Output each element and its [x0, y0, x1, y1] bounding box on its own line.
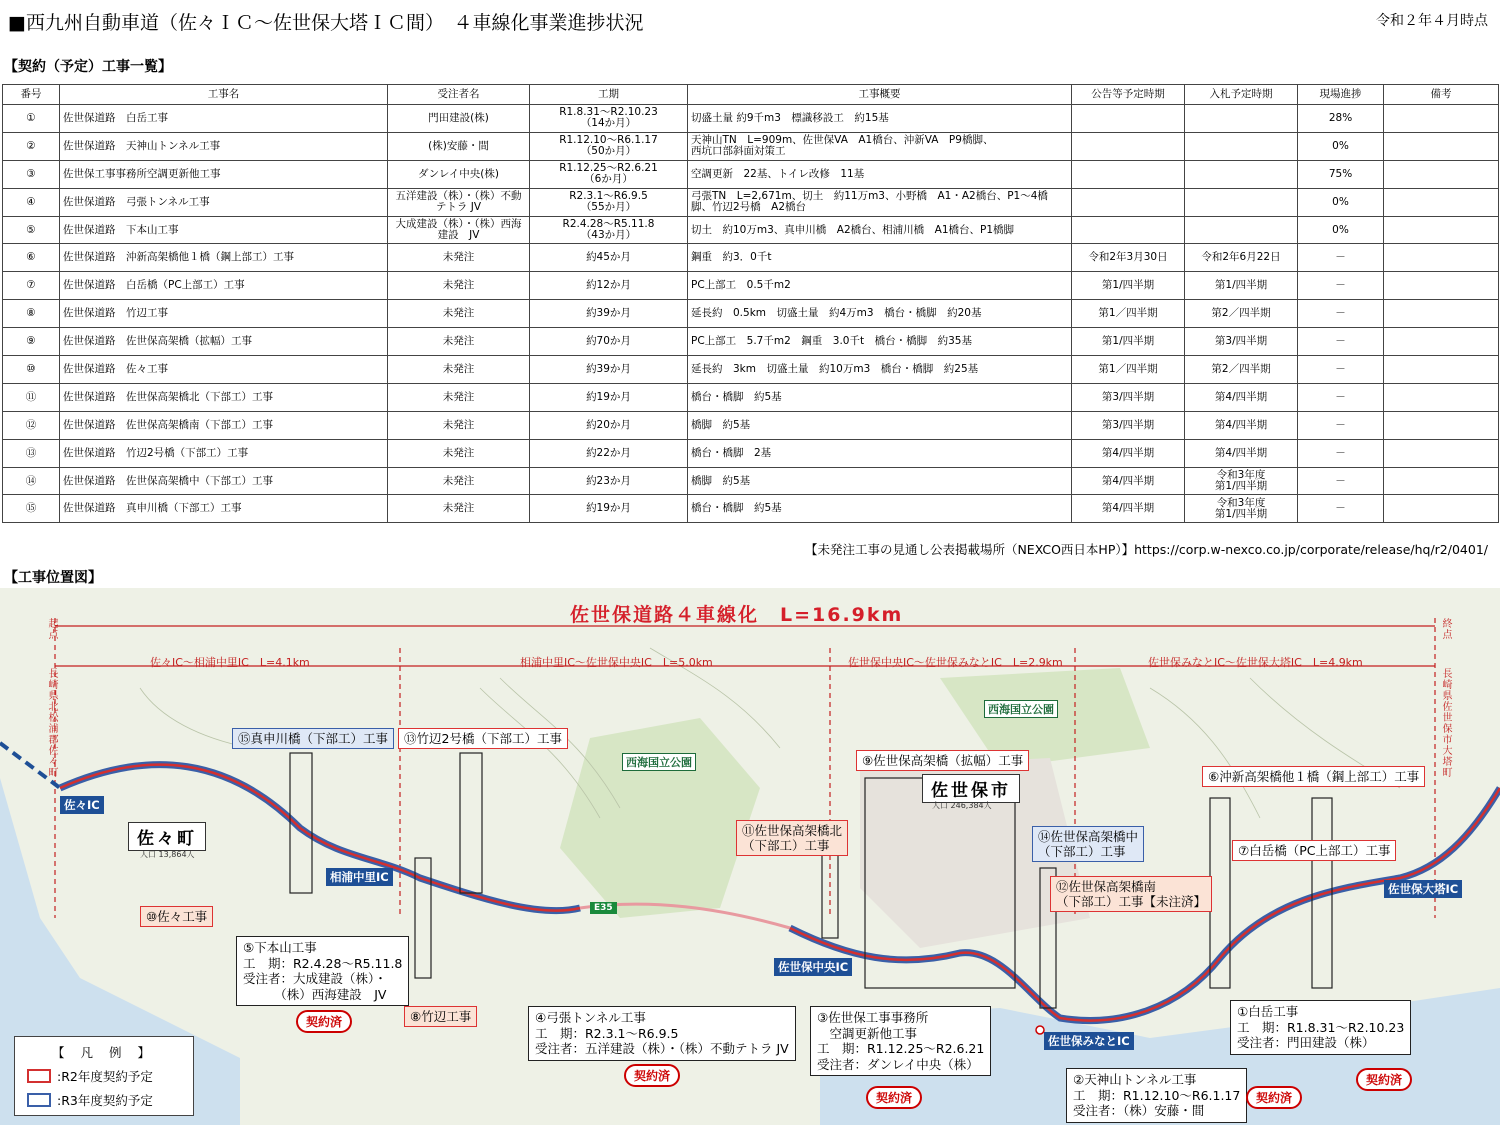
table-cell: PC上部工 5.7千m2 鋼重 3.0千t 橋台・橋脚 約35基: [688, 328, 1072, 356]
route-sign-e35: E35: [590, 902, 617, 914]
table-cell: －: [1298, 495, 1384, 523]
start-label: 起点: [46, 618, 57, 640]
location-map: [0, 588, 1500, 1125]
column-header: 番号: [3, 85, 60, 105]
column-header: 工期: [530, 85, 688, 105]
table-cell: R1.12.10～R6.1.17 （50か月）: [530, 132, 688, 160]
table-cell: [1384, 272, 1499, 300]
info-box-1: ①白岳工事 工 期：R1.8.31～R2.10.23 受注者：門田建設（株）: [1230, 1000, 1411, 1055]
section-location-map: 【工事位置図】: [4, 570, 102, 586]
work-box-12: [1050, 876, 1212, 912]
table-row: [3, 328, 1499, 356]
legend-title: 【 凡 例 】: [52, 1045, 156, 1060]
table-row: [3, 300, 1499, 328]
table-cell: ⑮: [3, 495, 60, 523]
column-header: 工事概要: [688, 85, 1072, 105]
table-cell: ①: [3, 105, 60, 133]
table-cell: 佐世保道路 下本山工事: [60, 216, 388, 244]
table-cell: －: [1298, 272, 1384, 300]
page-title: ■西九州自動車道（佐々ＩＣ～佐世保大塔ＩＣ間） ４車線化事業進捗状況: [8, 12, 644, 34]
work-box-9: ⑨佐世保高架橋（拡幅）工事: [856, 750, 1029, 771]
table-row: [3, 467, 1499, 495]
table-cell: 約19か月: [530, 495, 688, 523]
table-cell: 約45か月: [530, 244, 688, 272]
segment-label-3: 佐世保中央IC～佐世保みなとIC L=2.9km: [848, 656, 1063, 669]
table-cell: 約20か月: [530, 411, 688, 439]
table-cell: [1384, 216, 1499, 244]
park-label-1: 西海国立公園: [622, 753, 696, 771]
work-box-12-line2: （下部工）工事【未注済】: [1056, 894, 1207, 909]
table-row: [3, 160, 1499, 188]
table-cell: 佐世保道路 佐世保高架橋（拡幅）工事: [60, 328, 388, 356]
table-row: [3, 495, 1499, 523]
legend-label-r2: :R2年度契約予定: [57, 1069, 153, 1084]
ic-sasebo-chuo: 佐世保中央IC: [774, 958, 852, 976]
table-header-row: [3, 85, 1499, 105]
table-cell: [1384, 467, 1499, 495]
info-box-5: ⑤下本山工事 工 期：R2.4.28～R5.11.8 受注者：大成建設（株）・ （株）西海建設 JV: [236, 936, 409, 1006]
work-box-8: ⑧竹辺工事: [404, 1006, 477, 1027]
table-cell: 佐世保道路 真申川橋（下部工）工事: [60, 495, 388, 523]
legend-swatch-r3: [27, 1093, 51, 1107]
info-box-2: ②天神山トンネル工事 工 期：R1.12.10～R6.1.17 受注者：（株）安藤・間: [1066, 1068, 1247, 1123]
table-cell: 橋台・橋脚 2基: [688, 439, 1072, 467]
table-row: [3, 272, 1499, 300]
table-cell: 第1／四半期: [1072, 300, 1185, 328]
info-box-4: ④弓張トンネル工事 工 期：R2.3.1～R6.9.5 受注者：五洋建設（株）・（株）不動テトラ JV: [528, 1006, 796, 1061]
table-cell: 約19か月: [530, 383, 688, 411]
table-cell: [1185, 132, 1298, 160]
table-cell: 第3/四半期: [1072, 411, 1185, 439]
column-header: 工事名: [60, 85, 388, 105]
table-cell: 令和2年3月30日: [1072, 244, 1185, 272]
table-cell: R2.4.28～R5.11.8 （43か月）: [530, 216, 688, 244]
park-label-2: 西海国立公園: [984, 700, 1058, 718]
column-header: 入札予定時期: [1185, 85, 1298, 105]
table-cell: 佐世保道路 弓張トンネル工事: [60, 188, 388, 216]
table-cell: 約12か月: [530, 272, 688, 300]
legend-swatch-r2: [27, 1069, 51, 1083]
table-row: [3, 105, 1499, 133]
table-cell: [1384, 160, 1499, 188]
table-cell: 未発注: [388, 439, 530, 467]
work-box-7: ⑦白岳橋（PC上部工）工事: [1232, 840, 1396, 861]
contract-table: [2, 84, 1499, 523]
table-cell: [1384, 328, 1499, 356]
ic-sasebo-otto: 佐世保大塔IC: [1384, 880, 1462, 898]
table-cell: 約23か月: [530, 467, 688, 495]
table-cell: 令和3年度 第1/四半期: [1185, 495, 1298, 523]
table-cell: 第2／四半期: [1185, 300, 1298, 328]
table-cell: 佐世保道路 天神山トンネル工事: [60, 132, 388, 160]
table-cell: R1.8.31～R2.10.23 （14か月）: [530, 105, 688, 133]
work-box-15: ⑮真申川橋（下部工）工事: [232, 728, 394, 749]
table-cell: PC上部工 0.5千m2: [688, 272, 1072, 300]
table-cell: 第4/四半期: [1185, 411, 1298, 439]
table-cell: 第4/四半期: [1185, 439, 1298, 467]
table-cell: 未発注: [388, 272, 530, 300]
table-row: [3, 132, 1499, 160]
segment-label-1: 佐々IC～相浦中里IC L=4.1km: [150, 656, 310, 669]
contract-stamp-3: 契約済: [866, 1086, 922, 1109]
town-sasebo: 佐世保市: [922, 774, 1020, 803]
table-cell: 切盛土量 約9千m3 標識移設工 約15基: [688, 105, 1072, 133]
table-cell: ⑧: [3, 300, 60, 328]
table-cell: 鋼重 約3．0千t: [688, 244, 1072, 272]
work-box-11-line2: （下部工）工事: [742, 838, 830, 853]
work-box-6: ⑥沖新高架橋他１橋（鋼上部工）工事: [1202, 766, 1425, 787]
table-cell: 令和3年度 第1/四半期: [1185, 467, 1298, 495]
work-box-14-line2: （下部工）工事: [1038, 844, 1126, 859]
table-cell: [1072, 160, 1185, 188]
map-legend: [14, 1036, 194, 1116]
table-cell: 第2／四半期: [1185, 356, 1298, 384]
end-note: 長崎県佐世保市大塔町: [1440, 668, 1451, 778]
segment-label-4: 佐世保みなとIC～佐世保大塔IC L=4.9km: [1148, 656, 1363, 669]
work-box-12-line1: ⑫佐世保高架橋南: [1056, 879, 1157, 894]
column-header: 備考: [1384, 85, 1499, 105]
table-cell: ⑬: [3, 439, 60, 467]
work-box-10: ⑩佐々工事: [140, 906, 213, 927]
table-cell: 第1/四半期: [1072, 328, 1185, 356]
table-cell: 約39か月: [530, 356, 688, 384]
table-cell: 未発注: [388, 467, 530, 495]
table-cell: ⑪: [3, 383, 60, 411]
contract-stamp-1: 契約済: [296, 1010, 352, 1033]
as-of-date: 令和２年４月時点: [1376, 13, 1488, 29]
table-cell: ⑫: [3, 411, 60, 439]
table-cell: [1185, 160, 1298, 188]
table-cell: [1072, 105, 1185, 133]
table-cell: 佐世保工事事務所空調更新他工事: [60, 160, 388, 188]
green-hills: [560, 718, 760, 918]
table-cell: 佐世保道路 竹辺2号橋（下部工）工事: [60, 439, 388, 467]
table-cell: 第1／四半期: [1072, 356, 1185, 384]
table-cell: 75%: [1298, 160, 1384, 188]
table-cell: ⑥: [3, 244, 60, 272]
table-cell: －: [1298, 300, 1384, 328]
table-cell: [1384, 439, 1499, 467]
column-header: 公告等予定時期: [1072, 85, 1185, 105]
table-cell: －: [1298, 467, 1384, 495]
table-cell: 切土 約10万m3、真申川橋 A2橋台、相浦川橋 A1橋台、P1橋脚: [688, 216, 1072, 244]
table-row: [3, 216, 1499, 244]
table-cell: ダンレイ中央(株): [388, 160, 530, 188]
table-cell: 未発注: [388, 495, 530, 523]
table-cell: [1072, 132, 1185, 160]
column-header: 現場進捗: [1298, 85, 1384, 105]
table-row: [3, 188, 1499, 216]
table-cell: [1384, 356, 1499, 384]
table-cell: 未発注: [388, 328, 530, 356]
table-cell: 五洋建設（株）・（株）不動 テトラ JV: [388, 188, 530, 216]
table-cell: 佐世保道路 佐世保高架橋南（下部工）工事: [60, 411, 388, 439]
table-cell: R2.3.1～R6.9.5 （55か月）: [530, 188, 688, 216]
town-sasebo-pop: 人口 246,384人: [932, 801, 992, 810]
table-cell: 延長約 0.5km 切盛土量 約4万m3 橋台・橋脚 約20基: [688, 300, 1072, 328]
end-label: 終点: [1440, 618, 1451, 640]
table-cell: ③: [3, 160, 60, 188]
table-cell: [1072, 188, 1185, 216]
table-cell: 橋台・橋脚 約5基: [688, 383, 1072, 411]
table-cell: 佐世保道路 佐世保高架橋北（下部工）工事: [60, 383, 388, 411]
table-cell: 佐世保道路 佐世保高架橋中（下部工）工事: [60, 467, 388, 495]
table-cell: 橋脚 約5基: [688, 411, 1072, 439]
table-cell: －: [1298, 328, 1384, 356]
work-box-11-line1: ⑪佐世保高架橋北: [742, 823, 843, 838]
table-cell: [1185, 105, 1298, 133]
table-cell: 第1/四半期: [1185, 272, 1298, 300]
table-cell: 28%: [1298, 105, 1384, 133]
table-cell: －: [1298, 383, 1384, 411]
table-cell: 約39か月: [530, 300, 688, 328]
table-row: [3, 411, 1499, 439]
table-cell: [1384, 383, 1499, 411]
table-cell: 0%: [1298, 132, 1384, 160]
work-box-11: [736, 820, 848, 856]
table-cell: 弓張TN L=2,671m、切土 約11万m3、小野橋 A1・A2橋台、P1～4橋 脚、竹辺2号橋 A2橋台: [688, 188, 1072, 216]
table-cell: [1072, 216, 1185, 244]
table-cell: 門田建設(株): [388, 105, 530, 133]
table-row: [3, 356, 1499, 384]
ic-sasa: 佐々IC: [60, 796, 104, 814]
table-cell: [1185, 216, 1298, 244]
table-row: [3, 383, 1499, 411]
table-row: [3, 439, 1499, 467]
table-cell: ⑩: [3, 356, 60, 384]
start-note: 長崎県北松浦郡佐々町: [46, 668, 57, 778]
table-cell: －: [1298, 356, 1384, 384]
table-cell: R1.12.25～R2.6.21 （6か月）: [530, 160, 688, 188]
table-cell: 橋台・橋脚 約5基: [688, 495, 1072, 523]
table-cell: [1384, 132, 1499, 160]
table-cell: 未発注: [388, 356, 530, 384]
table-cell: 令和2年6月22日: [1185, 244, 1298, 272]
table-cell: 約70か月: [530, 328, 688, 356]
table-cell: [1384, 105, 1499, 133]
work-box-14-line1: ⑭佐世保高架橋中: [1038, 829, 1139, 844]
table-cell: [1384, 300, 1499, 328]
table-cell: 佐世保道路 白岳橋（PC上部工）工事: [60, 272, 388, 300]
work-box-14: [1032, 826, 1144, 862]
table-cell: 大成建設（株）・（株）西海 建設 JV: [388, 216, 530, 244]
section-contract-list: 【契約（予定）工事一覧】: [4, 59, 172, 75]
contract-stamp-5: 契約済: [1356, 1068, 1412, 1091]
ic-sasebo-minato: 佐世保みなとIC: [1044, 1032, 1134, 1050]
table-cell: 佐世保道路 沖新高架橋他１橋（鋼上部工）工事: [60, 244, 388, 272]
table-cell: 空調更新 22基、トイレ改修 11基: [688, 160, 1072, 188]
table-cell: 佐世保道路 白岳工事: [60, 105, 388, 133]
table-cell: 0%: [1298, 188, 1384, 216]
town-sasa: 佐々町: [128, 822, 206, 851]
legend-row-r3: [27, 1091, 193, 1109]
table-cell: 未発注: [388, 244, 530, 272]
table-cell: ⑨: [3, 328, 60, 356]
table-cell: 未発注: [388, 383, 530, 411]
table-cell: 佐世保道路 佐々工事: [60, 356, 388, 384]
table-cell: 佐世保道路 竹辺工事: [60, 300, 388, 328]
table-cell: [1384, 188, 1499, 216]
contract-stamp-2: 契約済: [624, 1064, 680, 1087]
table-cell: (株)安藤・間: [388, 132, 530, 160]
column-header: 受注者名: [388, 85, 530, 105]
table-cell: 第4/四半期: [1072, 467, 1185, 495]
table-cell: [1185, 188, 1298, 216]
table-row: [3, 244, 1499, 272]
table-cell: ⑦: [3, 272, 60, 300]
table-cell: 第4/四半期: [1072, 439, 1185, 467]
table-cell: －: [1298, 439, 1384, 467]
table-cell: 延長約 3km 切盛土量 約10万m3 橋台・橋脚 約25基: [688, 356, 1072, 384]
table-cell: －: [1298, 244, 1384, 272]
ic-ainoura-nakazato: 相浦中里IC: [326, 868, 393, 886]
table-cell: －: [1298, 411, 1384, 439]
town-sasa-pop: 人口 13,864人: [140, 850, 195, 859]
table-cell: ④: [3, 188, 60, 216]
table-cell: ⑭: [3, 467, 60, 495]
legend-row-r2: [27, 1067, 193, 1085]
table-cell: ②: [3, 132, 60, 160]
table-cell: ⑤: [3, 216, 60, 244]
table-cell: 未発注: [388, 411, 530, 439]
office-marker: [1036, 1026, 1044, 1034]
work-box-13: ⑬竹辺2号橋（下部工）工事: [398, 728, 568, 749]
table-cell: 第4/四半期: [1185, 383, 1298, 411]
table-cell: 橋脚 約5基: [688, 467, 1072, 495]
table-cell: 未発注: [388, 300, 530, 328]
table-cell: 第1/四半期: [1072, 272, 1185, 300]
table-cell: 第4/四半期: [1072, 495, 1185, 523]
table-cell: 第3/四半期: [1072, 383, 1185, 411]
table-cell: [1384, 244, 1499, 272]
table-cell: [1384, 411, 1499, 439]
table-cell: 天神山TN L=909m、佐世保VA A1橋台、沖新VA P9橋脚、 西坑口部斜面対策工: [688, 132, 1072, 160]
table-cell: 0%: [1298, 216, 1384, 244]
segment-label-2: 相浦中里IC～佐世保中央IC L=5.0km: [520, 656, 713, 669]
table-cell: 約22か月: [530, 439, 688, 467]
url-note: 【未発注工事の見通し公表掲載場所（NEXCO西日本HP）】https://corp.w-nexco.co.jp/corporate/release/hq/r2/0401/: [804, 542, 1488, 557]
info-box-3: ③佐世保工事事務所 空調更新他工事 工 期：R1.12.25～R2.6.21 受注者：ダンレイ中央（株）: [810, 1006, 991, 1076]
contract-stamp-4: 契約済: [1246, 1086, 1302, 1109]
table-cell: 第3/四半期: [1185, 328, 1298, 356]
legend-label-r3: :R3年度契約予定: [57, 1093, 153, 1108]
table-cell: [1384, 495, 1499, 523]
map-main-title: 佐世保道路４車線化 L=16.9km: [570, 604, 904, 626]
